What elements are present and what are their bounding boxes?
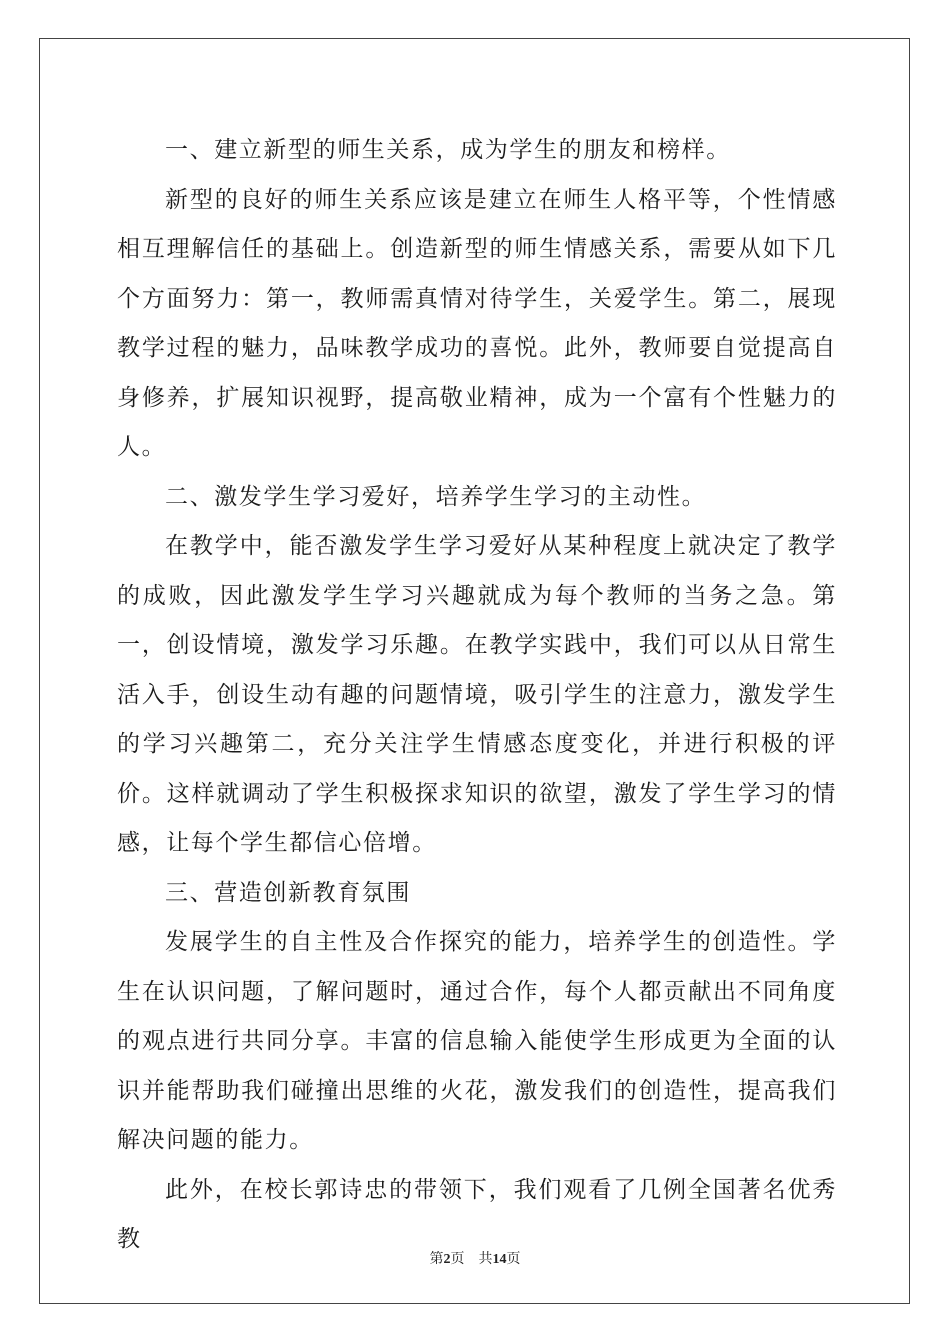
page-footer [0, 1248, 950, 1268]
page-suffix: 页 [450, 1252, 465, 1267]
total-prefix: 共 [478, 1252, 493, 1267]
total-pages: 14 [492, 1252, 507, 1267]
heading-1: 一、建立新型的师生关系，成为学生的朋友和榜样。 [165, 137, 731, 163]
heading-3: 三、营造创新教育氛围 [165, 879, 411, 906]
heading-2: 二、激发学生学习爱好，培养学生学习的主动性。 [165, 483, 707, 510]
paragraph-2: 在教学中，能否激发学生学习爱好从某种程度上就决定了教学的成败，因此激发学生学习兴趣就成为每个教师的当务之急。第一，创设情境，激发学习乐趣。在教学实践中，我们可以从日常生活入手，创设生动有趣的问题情境，吸引学生的注意力，激发学生的学习兴趣第二，充分关注学生情感态度变化，并进行积极的评价。这样就调动了学生积极探求知识的欲望，激发了学生学习的情感，让每个学生都信心倍增。 [117, 533, 837, 856]
total-suffix: 页 [506, 1252, 521, 1267]
document-body [117, 126, 837, 1265]
paragraph-1: 新型的良好的师生关系应该是建立在师生人格平等，个性情感相互理解信任的基础上。创造新型的师生情感关系，需要从如下几个方面努力：第一，教师需真情对待学生，关爱学生。第二，展现教学过程的魅力，品味教学成功的喜悦。此外，教师要自觉提高自身修养，扩展知识视野，提高敬业精神，成为一个富有个性魅力的人。 [117, 186, 837, 460]
paragraph-3: 发展学生的自主性及合作探究的能力，培养学生的创造性。学生在认识问题，了解问题时，通过合作，每个人都贡献出不同角度的观点进行共同分享。丰富的信息输入能使学生形成更为全面的认识并能帮助我们碰撞出思维的火花，激发我们的创造性，提高我们解决问题的能力。 [117, 929, 837, 1153]
page-prefix: 第 [429, 1252, 444, 1267]
paragraph-4: 此外，在校长郭诗忠的带领下，我们观看了几例全国著名优秀教 [117, 1176, 837, 1252]
page-number: 2 [443, 1252, 451, 1267]
